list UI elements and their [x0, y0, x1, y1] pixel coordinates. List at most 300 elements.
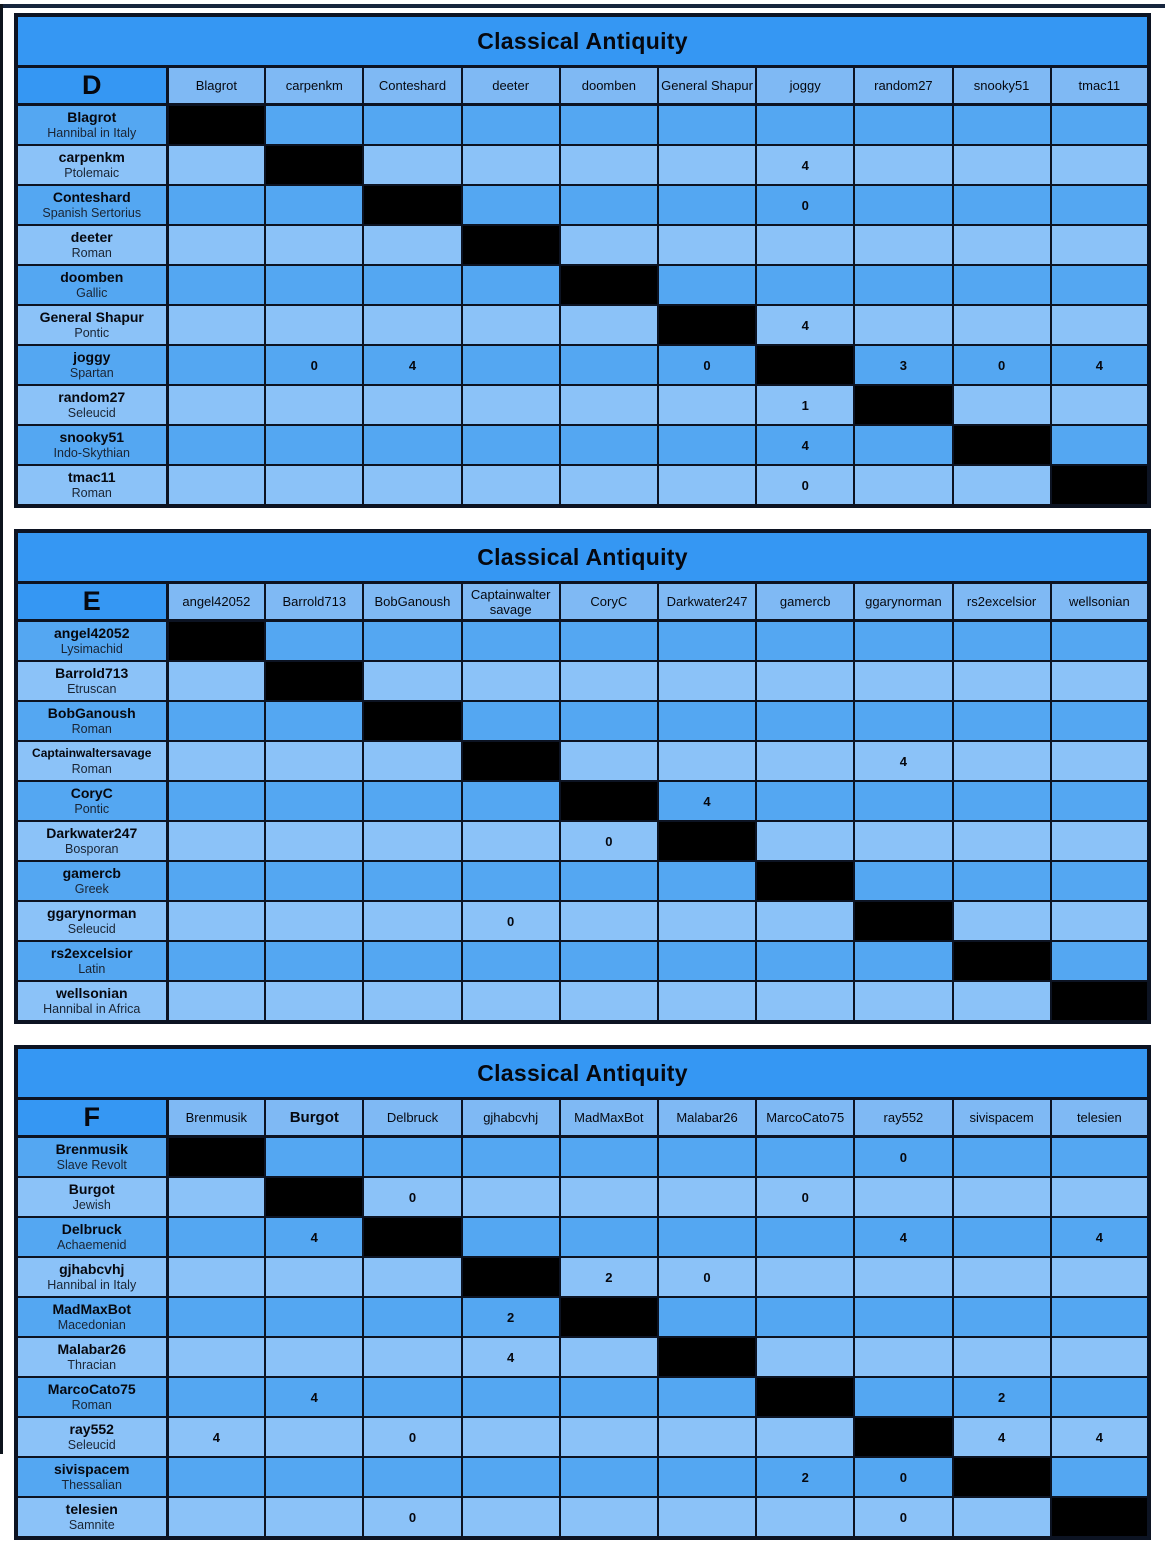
player-row — [16, 225, 1149, 265]
result-cell — [560, 621, 658, 662]
crosstables-container — [14, 13, 1151, 1561]
result-cell — [363, 981, 461, 1022]
result-cell — [658, 465, 756, 506]
result-cell — [167, 1457, 265, 1497]
result-cell — [265, 1137, 363, 1178]
result-cell: 4 — [854, 1217, 952, 1257]
result-cell — [756, 105, 854, 146]
diagonal-cell — [265, 1177, 363, 1217]
result-cell — [953, 225, 1051, 265]
diagonal-cell — [953, 1457, 1051, 1497]
result-cell — [265, 1257, 363, 1297]
player-name: Malabar26 — [57, 1341, 126, 1357]
result-cell — [953, 265, 1051, 305]
result-cell — [167, 1297, 265, 1337]
player-name: Blagrot — [67, 109, 117, 125]
diagonal-cell — [953, 941, 1051, 981]
result-cell — [462, 621, 560, 662]
result-cell — [953, 741, 1051, 781]
result-cell — [854, 941, 952, 981]
player-name: gamercb — [62, 865, 121, 881]
diagonal-cell — [756, 1377, 854, 1417]
result-cell — [756, 1217, 854, 1257]
result-cell — [265, 225, 363, 265]
player-faction: Etruscan — [67, 682, 117, 696]
result-cell: 4 — [1051, 1217, 1149, 1257]
column-header: Burgot — [265, 1099, 363, 1137]
result-cell: 0 — [363, 1177, 461, 1217]
player-row — [16, 105, 1149, 146]
player-faction: Samnite — [68, 1518, 115, 1532]
result-cell — [560, 185, 658, 225]
result-cell — [854, 1297, 952, 1337]
result-cell — [658, 1297, 756, 1337]
player-name: CoryC — [70, 785, 113, 801]
player-name: ggarynorman — [47, 905, 137, 921]
result-cell — [658, 861, 756, 901]
result-cell — [854, 621, 952, 662]
result-cell — [560, 345, 658, 385]
top-divider-line — [0, 4, 1165, 8]
result-cell — [953, 1337, 1051, 1377]
result-cell — [756, 265, 854, 305]
player-label-cell — [16, 1337, 167, 1377]
player-label-cell — [16, 305, 167, 345]
column-header: Barrold713 — [265, 583, 363, 621]
column-header: ggarynorman — [854, 583, 952, 621]
result-cell: 4 — [756, 425, 854, 465]
player-name: wellsonian — [55, 985, 128, 1001]
result-cell — [363, 465, 461, 506]
player-row — [16, 345, 1149, 385]
result-cell — [363, 145, 461, 185]
result-cell — [462, 1497, 560, 1538]
result-cell — [854, 225, 952, 265]
player-name: MadMaxBot — [52, 1301, 132, 1317]
result-cell — [167, 861, 265, 901]
player-row — [16, 1257, 1149, 1297]
player-name: joggy — [73, 349, 111, 365]
player-faction: Seleucid — [67, 1438, 116, 1452]
result-cell — [560, 981, 658, 1022]
diagonal-cell — [167, 105, 265, 146]
diagonal-cell — [265, 145, 363, 185]
result-cell — [953, 621, 1051, 662]
player-name: Captainwaltersavage — [32, 746, 152, 760]
player-faction: Roman — [71, 762, 112, 776]
diagonal-cell — [953, 425, 1051, 465]
diagonal-cell — [756, 345, 854, 385]
result-cell — [363, 1337, 461, 1377]
result-cell — [1051, 185, 1149, 225]
result-cell — [167, 345, 265, 385]
result-cell — [658, 1417, 756, 1457]
player-name: tmac11 — [68, 469, 116, 485]
result-cell — [953, 385, 1051, 425]
result-cell: 2 — [953, 1377, 1051, 1417]
player-row — [16, 1177, 1149, 1217]
result-cell — [1051, 901, 1149, 941]
result-cell — [560, 661, 658, 701]
player-name: deeter — [70, 229, 113, 245]
player-label-cell — [16, 465, 167, 506]
player-name: Delbruck — [61, 1221, 122, 1237]
result-cell — [560, 305, 658, 345]
result-cell — [854, 1257, 952, 1297]
column-header: angel42052 — [167, 583, 265, 621]
result-cell: 2 — [462, 1297, 560, 1337]
player-label-cell — [16, 1417, 167, 1457]
result-cell — [756, 901, 854, 941]
table-title: Classical Antiquity — [16, 531, 1149, 583]
result-cell — [756, 741, 854, 781]
player-faction: Hannibal in Italy — [47, 1278, 137, 1292]
result-cell — [167, 1257, 265, 1297]
result-cell: 4 — [462, 1337, 560, 1377]
result-cell — [560, 1217, 658, 1257]
result-cell — [1051, 821, 1149, 861]
player-label-cell — [16, 901, 167, 941]
result-cell — [167, 781, 265, 821]
result-cell — [756, 981, 854, 1022]
column-header: telesien — [1051, 1099, 1149, 1137]
result-cell — [265, 701, 363, 741]
column-header: Blagrot — [167, 67, 265, 105]
result-cell — [756, 1417, 854, 1457]
result-cell: 0 — [658, 345, 756, 385]
result-cell — [363, 1137, 461, 1178]
column-header: Conteshard — [363, 67, 461, 105]
player-label-cell — [16, 345, 167, 385]
result-cell — [167, 981, 265, 1022]
player-label-cell — [16, 1217, 167, 1257]
result-cell: 4 — [756, 145, 854, 185]
diagonal-cell — [363, 1217, 461, 1257]
result-cell — [1051, 105, 1149, 146]
result-cell — [658, 621, 756, 662]
result-cell — [265, 1417, 363, 1457]
result-cell — [658, 105, 756, 146]
column-header: gamercb — [756, 583, 854, 621]
result-cell — [167, 265, 265, 305]
result-cell — [1051, 265, 1149, 305]
result-cell: 0 — [953, 345, 1051, 385]
player-faction: Seleucid — [67, 922, 116, 936]
result-cell — [167, 1177, 265, 1217]
result-cell — [167, 741, 265, 781]
player-label-cell — [16, 225, 167, 265]
player-faction: Seleucid — [67, 406, 116, 420]
player-row — [16, 821, 1149, 861]
result-cell — [462, 1217, 560, 1257]
result-cell — [462, 1457, 560, 1497]
player-label-cell — [16, 821, 167, 861]
player-name: Darkwater247 — [46, 825, 138, 841]
player-row — [16, 1417, 1149, 1457]
result-cell — [462, 1177, 560, 1217]
result-cell — [265, 861, 363, 901]
player-row — [16, 1377, 1149, 1417]
result-cell — [363, 105, 461, 146]
player-faction: Spartan — [69, 366, 114, 380]
diagonal-cell — [560, 781, 658, 821]
diagonal-cell — [560, 265, 658, 305]
result-cell: 0 — [560, 821, 658, 861]
result-cell — [756, 1257, 854, 1297]
result-cell — [953, 981, 1051, 1022]
player-row — [16, 425, 1149, 465]
result-cell — [462, 145, 560, 185]
result-cell — [953, 1177, 1051, 1217]
player-faction: Slave Revolt — [56, 1158, 127, 1172]
result-cell — [560, 1417, 658, 1457]
player-row — [16, 621, 1149, 662]
result-cell — [1051, 941, 1149, 981]
result-cell — [658, 661, 756, 701]
result-cell — [167, 145, 265, 185]
player-label-cell — [16, 145, 167, 185]
result-cell: 2 — [560, 1257, 658, 1297]
result-cell — [265, 821, 363, 861]
column-header: sivispacem — [953, 1099, 1051, 1137]
player-name: random27 — [58, 389, 126, 405]
result-cell — [167, 425, 265, 465]
player-faction: Roman — [71, 246, 112, 260]
player-faction: Hannibal in Italy — [47, 126, 137, 140]
result-cell — [658, 701, 756, 741]
result-cell — [658, 901, 756, 941]
result-cell — [363, 1297, 461, 1337]
player-row — [16, 465, 1149, 506]
result-cell — [953, 701, 1051, 741]
result-cell — [953, 305, 1051, 345]
result-cell — [363, 941, 461, 981]
diagonal-cell — [658, 305, 756, 345]
player-faction: Pontic — [74, 802, 110, 816]
player-name: MarcoCato75 — [47, 1381, 136, 1397]
result-cell — [560, 1337, 658, 1377]
result-cell — [560, 941, 658, 981]
result-cell — [658, 741, 756, 781]
result-cell — [1051, 305, 1149, 345]
result-cell — [462, 185, 560, 225]
result-cell: 3 — [854, 345, 952, 385]
column-header: General Shapur — [658, 67, 756, 105]
result-cell: 1 — [756, 385, 854, 425]
player-faction: Latin — [78, 962, 106, 976]
result-cell — [953, 821, 1051, 861]
result-cell — [462, 1417, 560, 1457]
player-row — [16, 265, 1149, 305]
result-cell — [167, 821, 265, 861]
result-cell: 0 — [756, 465, 854, 506]
table-title: Classical Antiquity — [16, 1047, 1149, 1099]
result-cell — [560, 1177, 658, 1217]
player-label-cell — [16, 1377, 167, 1417]
result-cell — [265, 305, 363, 345]
result-cell — [363, 1457, 461, 1497]
result-cell — [756, 1137, 854, 1178]
result-cell — [756, 1297, 854, 1337]
player-label-cell — [16, 1177, 167, 1217]
result-cell — [854, 1377, 952, 1417]
result-cell — [756, 621, 854, 662]
column-header: Delbruck — [363, 1099, 461, 1137]
result-cell — [265, 105, 363, 146]
result-cell — [167, 305, 265, 345]
result-cell — [167, 225, 265, 265]
result-cell — [363, 621, 461, 662]
player-name: BobGanoush — [47, 705, 136, 721]
result-cell — [953, 861, 1051, 901]
result-cell — [560, 1457, 658, 1497]
result-cell — [560, 425, 658, 465]
player-row — [16, 1137, 1149, 1178]
result-cell — [953, 145, 1051, 185]
player-faction: Pontic — [74, 326, 110, 340]
result-cell — [1051, 1457, 1149, 1497]
player-faction: Greek — [74, 882, 109, 896]
player-faction: Achaemenid — [57, 1238, 127, 1252]
player-label-cell — [16, 741, 167, 781]
result-cell: 0 — [265, 345, 363, 385]
result-cell — [854, 1177, 952, 1217]
column-header: tmac11 — [1051, 67, 1149, 105]
player-row — [16, 1337, 1149, 1377]
result-cell — [560, 1497, 658, 1538]
result-cell — [462, 345, 560, 385]
result-cell — [560, 741, 658, 781]
result-cell — [265, 941, 363, 981]
result-cell — [265, 1297, 363, 1337]
player-faction: Indo-Skythian — [53, 446, 130, 460]
diagonal-cell — [658, 821, 756, 861]
player-name: Burgot — [68, 1181, 115, 1197]
result-cell — [265, 1457, 363, 1497]
result-cell: 0 — [854, 1457, 952, 1497]
player-label-cell — [16, 941, 167, 981]
column-header: snooky51 — [953, 67, 1051, 105]
result-cell — [167, 385, 265, 425]
result-cell — [756, 1497, 854, 1538]
result-cell — [953, 781, 1051, 821]
result-cell — [953, 661, 1051, 701]
result-cell — [1051, 1177, 1149, 1217]
column-header: CoryC — [560, 583, 658, 621]
player-label-cell — [16, 1257, 167, 1297]
column-header: MarcoCato75 — [756, 1099, 854, 1137]
player-row — [16, 185, 1149, 225]
diagonal-cell — [363, 185, 461, 225]
result-cell — [167, 185, 265, 225]
player-row — [16, 781, 1149, 821]
result-cell — [265, 1337, 363, 1377]
result-cell — [756, 1337, 854, 1377]
result-cell — [854, 265, 952, 305]
player-label-cell — [16, 425, 167, 465]
result-cell — [854, 185, 952, 225]
result-cell — [854, 465, 952, 506]
crosstable-group-E — [14, 529, 1151, 1024]
crosstable-group-F — [14, 1045, 1151, 1540]
result-cell — [953, 105, 1051, 146]
player-name: carpenkm — [58, 149, 125, 165]
result-cell — [756, 661, 854, 701]
diagonal-cell — [1051, 465, 1149, 506]
result-cell — [363, 305, 461, 345]
player-faction: Roman — [71, 486, 112, 500]
result-cell — [658, 385, 756, 425]
result-cell — [658, 425, 756, 465]
result-cell: 4 — [658, 781, 756, 821]
result-cell — [658, 1177, 756, 1217]
result-cell: 4 — [1051, 345, 1149, 385]
result-cell: 4 — [265, 1377, 363, 1417]
result-cell — [1051, 621, 1149, 662]
player-label-cell — [16, 621, 167, 662]
result-cell — [265, 901, 363, 941]
result-cell — [167, 701, 265, 741]
result-cell — [1051, 701, 1149, 741]
diagonal-cell — [167, 621, 265, 662]
result-cell: 4 — [854, 741, 952, 781]
result-cell — [167, 1217, 265, 1257]
result-cell: 0 — [756, 1177, 854, 1217]
result-cell — [363, 1377, 461, 1417]
result-cell — [560, 1377, 658, 1417]
table-title: Classical Antiquity — [16, 15, 1149, 67]
player-label-cell — [16, 1137, 167, 1178]
result-cell — [462, 265, 560, 305]
result-cell — [756, 821, 854, 861]
result-cell — [1051, 1337, 1149, 1377]
result-cell — [560, 385, 658, 425]
player-faction: Macedonian — [57, 1318, 126, 1332]
result-cell — [854, 105, 952, 146]
result-cell: 4 — [167, 1417, 265, 1457]
result-cell — [658, 1377, 756, 1417]
result-cell — [658, 941, 756, 981]
result-cell — [462, 1377, 560, 1417]
result-cell — [953, 185, 1051, 225]
player-faction: Roman — [71, 722, 112, 736]
result-cell — [1051, 385, 1149, 425]
player-row — [16, 1297, 1149, 1337]
result-cell — [363, 781, 461, 821]
result-cell — [265, 981, 363, 1022]
result-cell — [658, 185, 756, 225]
result-cell: 0 — [854, 1497, 952, 1538]
diagonal-cell — [854, 901, 952, 941]
result-cell — [560, 145, 658, 185]
result-cell — [265, 425, 363, 465]
result-cell — [560, 105, 658, 146]
result-cell — [462, 661, 560, 701]
diagonal-cell — [462, 225, 560, 265]
result-cell — [1051, 741, 1149, 781]
column-header: carpenkm — [265, 67, 363, 105]
result-cell — [363, 265, 461, 305]
player-faction: Lysimachid — [60, 642, 123, 656]
result-cell — [265, 741, 363, 781]
result-cell — [658, 1457, 756, 1497]
column-header: Darkwater247 — [658, 583, 756, 621]
player-label-cell — [16, 265, 167, 305]
result-cell: 4 — [1051, 1417, 1149, 1457]
result-cell — [854, 821, 952, 861]
player-name: ray552 — [69, 1421, 114, 1437]
column-header: rs2excelsior — [953, 583, 1051, 621]
